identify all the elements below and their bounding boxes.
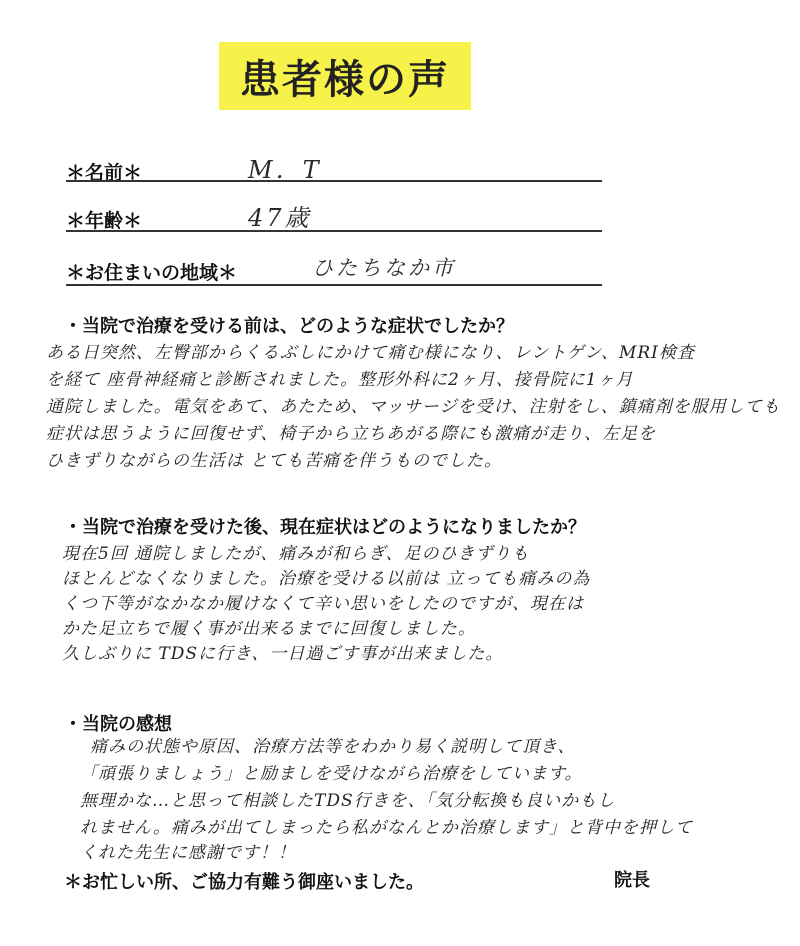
answer-line: ひきずりながらの生活は とても苦痛を伴うものでした。 [46, 451, 502, 471]
title-banner [219, 42, 471, 110]
age-underline [66, 230, 602, 232]
answer-before [46, 340, 781, 475]
answer-line: 「頑張りましょう」と励ましを受けながら治療をしています。 [80, 764, 583, 784]
answer-line: 無理かな…と思って相談したTDS行きを、「気分転換も良いかもし [80, 791, 616, 811]
footer-thanks: ＊お忙しい所、ご協力有難う御座いました。 [64, 872, 424, 893]
area-underline [66, 284, 602, 286]
area-label: ＊お住まいの地域＊ [66, 262, 238, 284]
answer-line: 久しぶりに TDSに行き、一日過ごす事が出来ました。 [62, 644, 504, 664]
answer-line: くつ下等がなかなか履けなくて辛い思いをしたのですが、現在は [62, 594, 584, 614]
question-before: ・当院で治療を受ける前は、どのような症状でしたか？ [64, 316, 514, 337]
name-underline [66, 180, 602, 182]
answer-line: ほとんどなくなりました。治療を受ける以前は 立っても痛みの為 [62, 569, 591, 589]
question-after: ・当院で治療を受けた後、現在症状はどのようになりましたか？ [64, 517, 586, 538]
age-value: 47歳 [248, 204, 312, 232]
answer-line: くれた先生に感謝です！！ [80, 843, 296, 863]
name-value: M．T [248, 156, 322, 184]
answer-line: 痛みの状態や原因、治療方法等をわかり易く説明して頂き、 [90, 737, 576, 757]
answer-line: 通院しました。電気をあて、あたため、マッサージを受け、注射をし、鎮痛剤を服用しても [46, 397, 781, 417]
answer-line: 症状は思うように回復せず、椅子から立ちあがる際にも激痛が走り、左足を [46, 424, 657, 444]
page-title: 患者様の声 [240, 56, 450, 103]
answer-line: ある日突然、左臀部からくるぶしにかけて痛む様になり、レントゲン、MRI検査 [46, 343, 695, 363]
answer-line: かた足立ちで履く事が出来るまでに回復しました。 [62, 619, 476, 639]
age-label: ＊年齢＊ [66, 210, 143, 232]
answer-line: を経て 座骨神経痛と診断されました。整形外科に2ヶ月、接骨院に1ヶ月 [46, 370, 634, 390]
answer-line: 現在5回 通院しましたが、痛みが和らぎ、足のひきずりも [62, 544, 530, 564]
answer-after [62, 542, 590, 667]
footer-signature: 院長 [614, 870, 650, 891]
question-impression: ・当院の感想 [64, 714, 172, 735]
answer-impression [80, 734, 693, 864]
name-label: ＊名前＊ [66, 162, 143, 184]
answer-line: れません。痛みが出てしまったら私がなんとか治療します」と背中を押して [80, 818, 694, 838]
area-value: ひたちなか市 [312, 256, 456, 280]
